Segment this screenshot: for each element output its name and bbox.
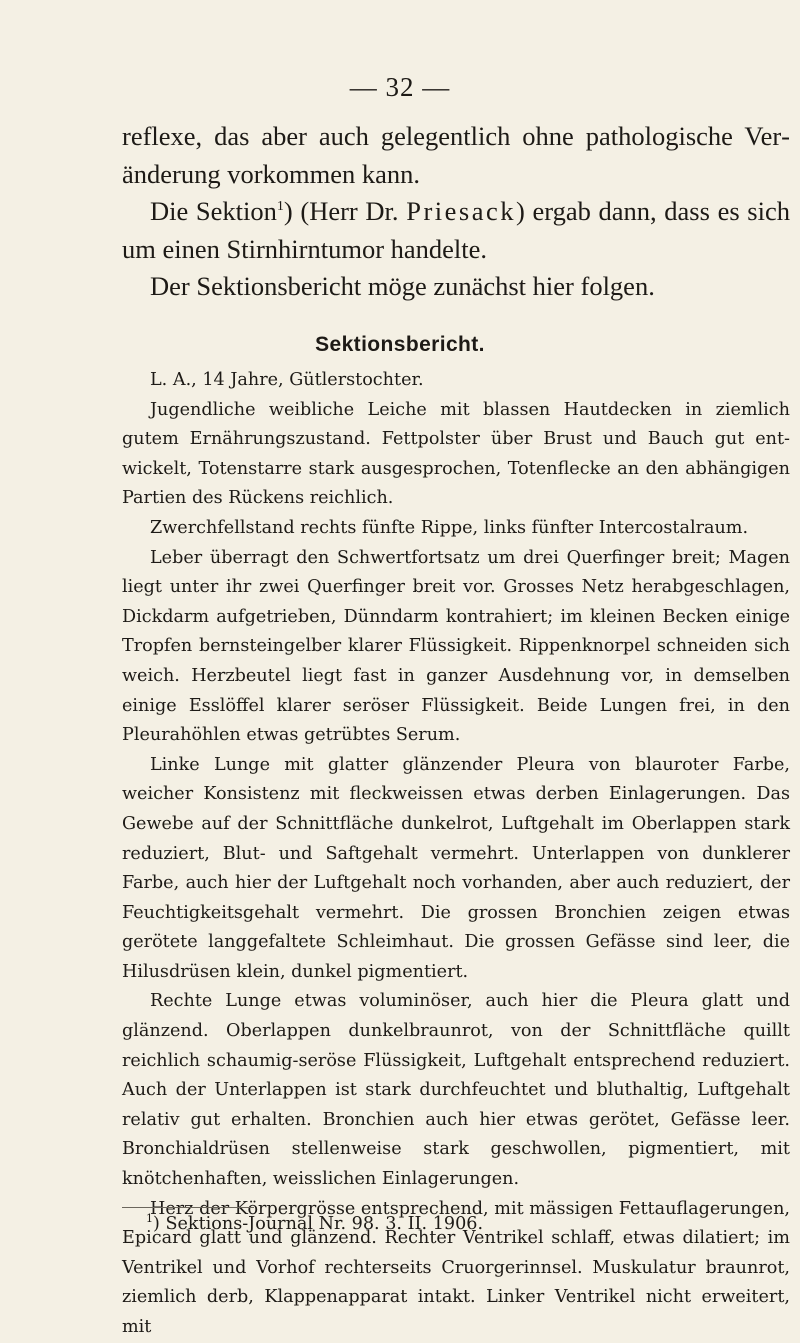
footnote [146, 1212, 483, 1236]
report-paragraph: Zwerchfellstand rechts fünfte Rippe, links fünfter Intercostalraum. [150, 517, 749, 538]
report-paragraph: Rechte Lunge etwas voluminöser, auch hier die Pleura glatt und glänzend. Oberlappen dunkelbraunrot, von der Schnittfläche quillt reichlich schaumig-seröse Flüssigkeit, Luftgehalt entsprechend reduziert. Auch der Unterlappen ist stark durchfeuchtet und bluthaltig, Luftgehalt relativ gut erhalten. Bronchien auch hier etwas gerötet, Gefässe leer. Bronchialdrüsen stellenweise stark geschwollen, pigmentiert, mit knötchenhaften, weisslichen Einlagerungen. [122, 991, 790, 1190]
intro-paragraph: Der Sektionsbericht möge zunächst hier folgen. [150, 271, 655, 301]
intro-paragraph-sektion [122, 193, 790, 268]
section-heading: Sektionsbericht. [315, 333, 485, 356]
report-paragraph: Jugendliche weibliche Leiche mit blassen Hautdecken in ziemlich gutem Ernährungszustand. Fettpolster über Brust und Bauch gut entwickelt, Totenstarre stark ausgesprochen, Totenflecke an den abhängigen Partien des Rückens reichlich. [122, 399, 790, 509]
intro-text-span: Die Sektion [150, 196, 277, 226]
footnote-mark: 1 [146, 1212, 153, 1225]
footnote-reference: 1 [276, 199, 284, 214]
intro-text [122, 118, 790, 306]
intro-text-span: ) (Herr Dr. [283, 196, 407, 226]
report-body [122, 366, 790, 1343]
footnote-divider [122, 1207, 254, 1208]
report-paragraph: Leber überragt den Schwertfortsatz um drei Querfinger breit; Magen liegt unter ihr zwei Querfinger breit vor. Grosses Netz herabgeschlagen, Dickdarm aufgetrieben, Dünndarm kontrahiert; im kleinen Becken einige Tropfen bernsteingelber klarer Flüssigkeit. Rippenknorpel schneiden sich weich. Herzbeutel liegt fast in ganzer Ausdehnung vor, in demselben einige Esslöffel klarer seröser Flüssigkeit. Beide Lungen frei, in den Pleurahöhlen etwas getrübtes Serum. [122, 547, 790, 746]
intro-text-span: ) ergab dann, dass es sich um einen Stirnhirntumor handelte. [122, 196, 790, 264]
person-name: Priesack [406, 196, 516, 226]
page-number: — 32 — [349, 72, 451, 102]
intro-paragraph: reflexe, das aber auch gelegentlich ohne pathologische Veränderung vorkommen kann. [122, 121, 790, 189]
report-paragraph: Linke Lunge mit glatter glänzender Pleura von blauroter Farbe, weicher Konsistenz mit fleckweissen etwas derben Einlagerungen. Das Gewebe auf der Schnittfläche dunkelrot, Luftgehalt im Oberlappen stark reduziert, Blut- und Saftgehalt vermehrt. Unterlappen von dunklerer Farbe, auch hier der Luftgehalt noch vorhanden, aber auch reduziert, der Feuchtigkeitsgehalt vermehrt. Die grossen Bronchien zeigen etwas gerötete langgefaltete Schleimhaut. Die grossen Gefässe sind leer, die Hilusdrüsen klein, dunkel pigmentiert. [122, 754, 790, 982]
report-paragraph: L. A., 14 Jahre, Gütlerstochter. [150, 370, 424, 390]
footnote-text: ) Sektions-Journal Nr. 98. 3. II. 1906. [153, 1214, 484, 1234]
report-paragraph: Herz der Körpergrösse entsprechend, mit mässigen Fettauflagerungen, Epicard glatt und glänzend. Rechter Ventrikel schlaff, etwas dilatiert; im Ventrikel und Vorhof rechterseits Cruorgerinnsel. Muskulatur braunrot, ziemlich derb, Klappenapparat intakt. Linker Ventrikel nicht erweitert, mit [122, 1198, 790, 1337]
